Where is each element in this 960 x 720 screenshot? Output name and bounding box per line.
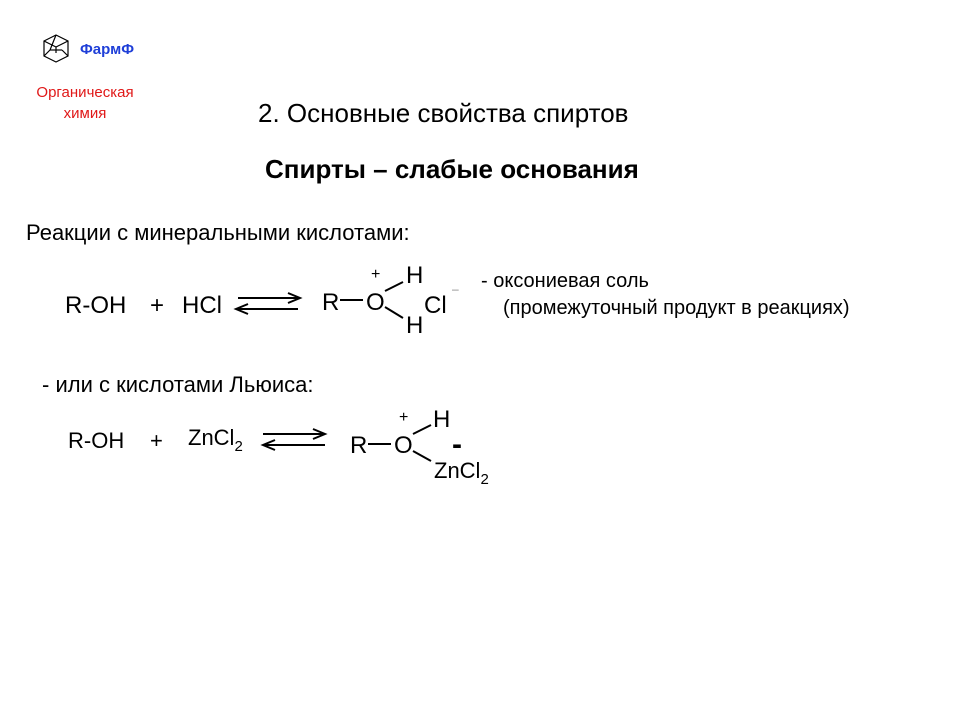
hcl-bond-o-h-top	[385, 282, 403, 291]
lewis-product-minus-charge: -	[452, 428, 462, 461]
lewis-acid: ZnCl$_2$	[188, 425, 243, 455]
hcl-product-plus-charge: +	[371, 266, 381, 283]
hcl-reactant: R-OH	[65, 292, 127, 319]
hcl-note-line2: (промежуточный продукт в реакциях)	[503, 297, 850, 319]
hcl-note-line1: - оксониевая соль	[481, 270, 649, 292]
lewis-product-o: O	[394, 432, 413, 459]
hcl-product-o: O	[366, 289, 385, 316]
lewis-product-plus-charge: +	[399, 409, 409, 426]
hcl-plus: +	[150, 292, 165, 319]
page-subtitle: Спирты – слабые основания	[265, 154, 639, 184]
logo-brand: ФармФ	[80, 41, 135, 58]
hcl-acid: HCl	[182, 292, 222, 319]
hcl-product-minus-charge: –	[452, 282, 459, 296]
section-hcl-intro: Реакции с минеральными кислотами:	[26, 220, 410, 245]
page-title: 2. Основные свойства спиртов	[258, 98, 629, 128]
lewis-reactant: R-OH	[68, 428, 125, 453]
hcl-product-anion: Cl	[424, 292, 447, 319]
lewis-product-h-top: H	[433, 406, 451, 433]
hcl-product-r: R	[322, 289, 340, 316]
hcl-product-h-bottom: H	[406, 312, 424, 339]
logo-caption: Органическая химия	[36, 84, 134, 122]
hcl-bond-o-h-bottom	[385, 307, 403, 318]
lewis-equilibrium-arrow-icon	[263, 429, 325, 450]
lewis-product-r: R	[350, 432, 368, 459]
lewis-plus: +	[150, 428, 163, 453]
hcl-product-h-top: H	[406, 262, 424, 289]
hcl-equilibrium-arrow-icon	[236, 293, 300, 314]
section-lewis-intro: - или с кислотами Льюиса:	[42, 372, 314, 397]
lewis-bond-o-zn	[413, 451, 431, 461]
lewis-bond-o-h	[413, 425, 431, 434]
lewis-product-zncl2: ZnCl$_2$	[434, 458, 489, 488]
